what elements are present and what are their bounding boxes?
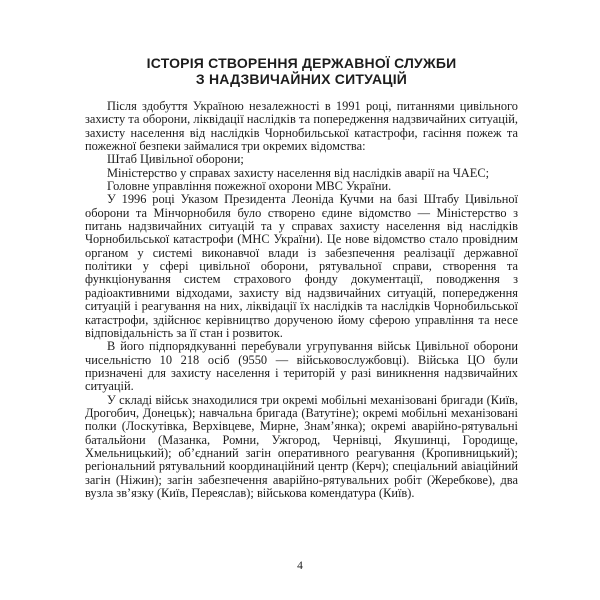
title-line-1: ІСТОРІЯ СТВОРЕННЯ ДЕРЖАВНОЇ СЛУЖБИ <box>146 55 457 71</box>
body-text <box>85 100 518 500</box>
paragraph-units-list: У складі військ знаходилися три окремі мобільні механізовані бригади (Київ, Дрогобич, Донецьк); навчальна бригада (Ватутіне); окремі мобільні механізовані полки (Лоскутівка, Верхівцеве, Мирне, Знам’янка); окремі аварійно-рятувальні батальйони (Мазанка, Ромни, Ужгород, Чернівці, Якушинці, Городище, Хмельницький); об’єднаний загін оперативного реагування (Кропивницький); регіональний рятувальний координаційний центр (Керч); спеціальний авіаційний загін (Ніжин); загін забезпечення аварійно-рятувальних робіт (Жеребкове), два вузла зв’язку (Київ, Переяслав); військова комендатура (Київ). <box>85 392 518 500</box>
page-title <box>85 56 518 87</box>
paragraph-list-item-1: Штаб Цивільної оборони; <box>107 152 244 167</box>
paragraph-troops-numbers: В його підпорядкуванні перебували угрупування військ Цивільної оборони чисельністю 10 218 осіб (9550 — військовослужбовці). Війська ЦО були призначені для захисту населення і територій у разі виникнення надзвичайних ситуацій. <box>85 339 518 394</box>
title-line-2: З НАДЗВИЧАЙНИХ СИТУАЦІЙ <box>195 70 408 87</box>
paragraph-ministry-creation: У 1996 році Указом Президента Леоніда Кучми на базі Штабу Цивільної оборони та Мінчорнобиля було створено єдине відомство — Міністерство з питань надзвичайних ситуацій та у справах захисту населення від наслідків Чорнобильської катастрофи (МНС України). Це нове відомство стало провідним органом у системі виконавчої влади із забезпечення реалізації державної політики у сфері цивільної оборони, рятувальної справи, створення та функціонування систем страхового фонду документації, поводження з радіоактивними відходами, захисту від надзвичайних ситуацій, попередження ситуацій і реагування на них, ліквідації їх наслідків та наслідків Чорнобильської катастрофи, здійснює керівництво дорученою йому сферою управління та несе відповідальність за її стан і розвиток. <box>85 192 518 340</box>
paragraph-list-item-3: Головне управління пожежної охорони МВС України. <box>107 179 392 194</box>
paragraph-list-item-2: Міністерство у справах захисту населення від наслідків аварії на ЧАЕС; <box>107 165 490 180</box>
paragraph-intro: Після здобуття Україною незалежності в 1991 році, питаннями цивільного захисту та оборони, ліквідації наслідків та попередження надзвичайних ситуацій, захисту населення від наслідків Чорнобильської катастрофи, гасіння пожеж та пожежної безпеки займалися три окремих відомства: <box>85 99 518 154</box>
page-number: 4 <box>297 560 303 572</box>
